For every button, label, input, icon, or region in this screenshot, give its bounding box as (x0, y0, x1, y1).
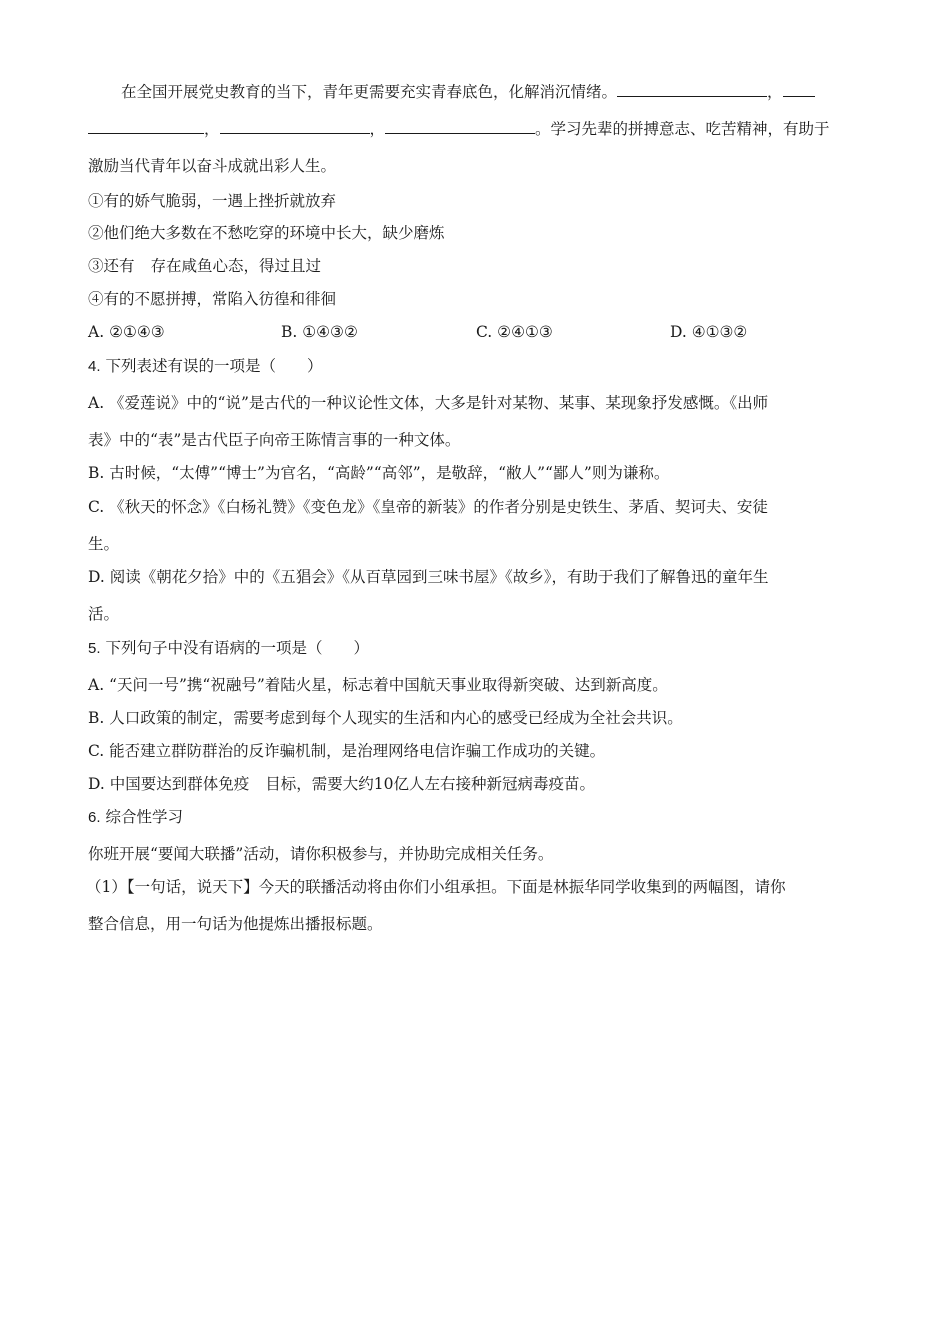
q3-option-d[interactable] (670, 322, 747, 342)
q5-stem (88, 638, 863, 659)
q4-option-c-line2: 生。 (88, 535, 120, 553)
answer-blank-1[interactable] (617, 82, 767, 97)
q3-line2-tail: 。学习先辈的拼搏意志、吃苦精神，有助于 (535, 120, 830, 138)
q5-option-d[interactable] (88, 774, 863, 794)
answer-blank-2a[interactable] (783, 82, 815, 97)
q6-intro: 你班开展“要闻大联播”活动，请你积极参与，并协助完成相关任务。 (88, 845, 554, 863)
q6-sub1-line1: （1）【一句话，说天下】今天的联播活动将由你们小组承担。下面是林振华同学收集到的两幅图，请你 (86, 878, 786, 896)
option-value: ④①③② (691, 323, 748, 341)
question-number: 4. (88, 358, 101, 375)
q3-options (88, 322, 863, 342)
q4-stem (88, 356, 863, 377)
q3-item-3-head: ③还有 (88, 257, 135, 275)
question-number: 6. (88, 809, 101, 826)
answer-blank-4[interactable] (385, 119, 535, 134)
q4-option-a-line1[interactable]: A. 《爱莲说》中的“说”是古代的一种议论性文体，大多是针对某物、某事、某现象抒发感慨。《出师 (88, 394, 769, 412)
q4-option-a-line2: 表》中的“表”是古代臣子向帝王陈情言事的一种文体。 (88, 431, 461, 449)
option-value: ②④①③ (497, 323, 553, 341)
q3-option-b[interactable] (281, 322, 358, 342)
answer-blank-3[interactable] (220, 119, 370, 134)
q3-line2 (88, 119, 863, 139)
comma: ， (204, 120, 220, 138)
question-stem: 综合性学习 (105, 808, 183, 826)
option-label: B. (281, 323, 298, 341)
question-stem: 下列句子中没有语病的一项是（ ） (105, 639, 369, 657)
q3-line1 (121, 82, 863, 102)
q3-item-3 (88, 256, 863, 276)
q5-option-b[interactable]: B. 人口政策的制定，需要考虑到每个人现实的生活和内心的感受已经成为全社会共识。 (88, 709, 683, 727)
q3-item-2: ②他们绝大多数在不愁吃穿的环境中长大，缺少磨炼 (88, 224, 445, 242)
q4-option-d-line2: 活。 (88, 605, 120, 623)
q3-option-c[interactable] (476, 322, 553, 342)
question-stem: 下列表述有误的一项是（ ） (105, 357, 323, 375)
q5-option-c[interactable]: C. 能否建立群防群治的反诈骗机制，是治理网络电信诈骗工作成功的关键。 (88, 742, 606, 760)
q3-line1-text: 在全国开展党史教育的当下，青年更需要充实青春底色，化解消沉情绪。 (121, 83, 618, 101)
q4-option-b[interactable]: B. 古时候，“太傅”“博士”为官名，“高龄”“高邻”，是敬辞，“敝人”“鄙人”则为谦称。 (88, 464, 670, 482)
option-label: D. (670, 323, 687, 341)
option-value: ①④③② (302, 323, 358, 341)
q3-line3: 激励当代青年以奋斗成就出彩人生。 (88, 157, 337, 175)
q5-option-d-tail: 目标，需要大约10亿人左右接种新冠病毒疫苗。 (265, 775, 595, 793)
q5-option-a[interactable]: A. “天问一号”携“祝融号”着陆火星，标志着中国航天事业取得新突破、达到新高度。 (88, 676, 668, 694)
comma: ， (369, 120, 386, 138)
q3-item-1: ①有的娇气脆弱，一遇上挫折就放弃 (88, 192, 337, 210)
q3-option-a[interactable] (88, 322, 165, 342)
q5-option-d-head: D. 中国要达到群体免疫 (88, 775, 250, 793)
answer-blank-2b[interactable] (88, 119, 204, 134)
q3-item-3-tail: 存在咸鱼心态，得过且过 (150, 257, 322, 275)
option-value: ②①④③ (109, 323, 165, 341)
option-label: A. (88, 323, 105, 341)
q6-title (88, 807, 863, 828)
q6-sub1-line2: 整合信息，用一句话为他提炼出播报标题。 (88, 915, 383, 933)
question-number: 5. (88, 640, 101, 657)
option-label: C. (476, 323, 493, 341)
q3-item-4: ④有的不愿拼搏，常陷入彷徨和徘徊 (88, 290, 337, 308)
comma: ， (767, 83, 783, 101)
q4-option-d-line1[interactable]: D. 阅读《朝花夕拾》中的《五猖会》《从百草园到三味书屋》《故乡》，有助于我们了解鲁迅的童年生 (88, 568, 769, 586)
q4-option-c-line1[interactable]: C. 《秋天的怀念》《白杨礼赞》《变色龙》《皇帝的新装》的作者分别是史铁生、茅盾、契诃夫、安徒 (88, 498, 768, 516)
